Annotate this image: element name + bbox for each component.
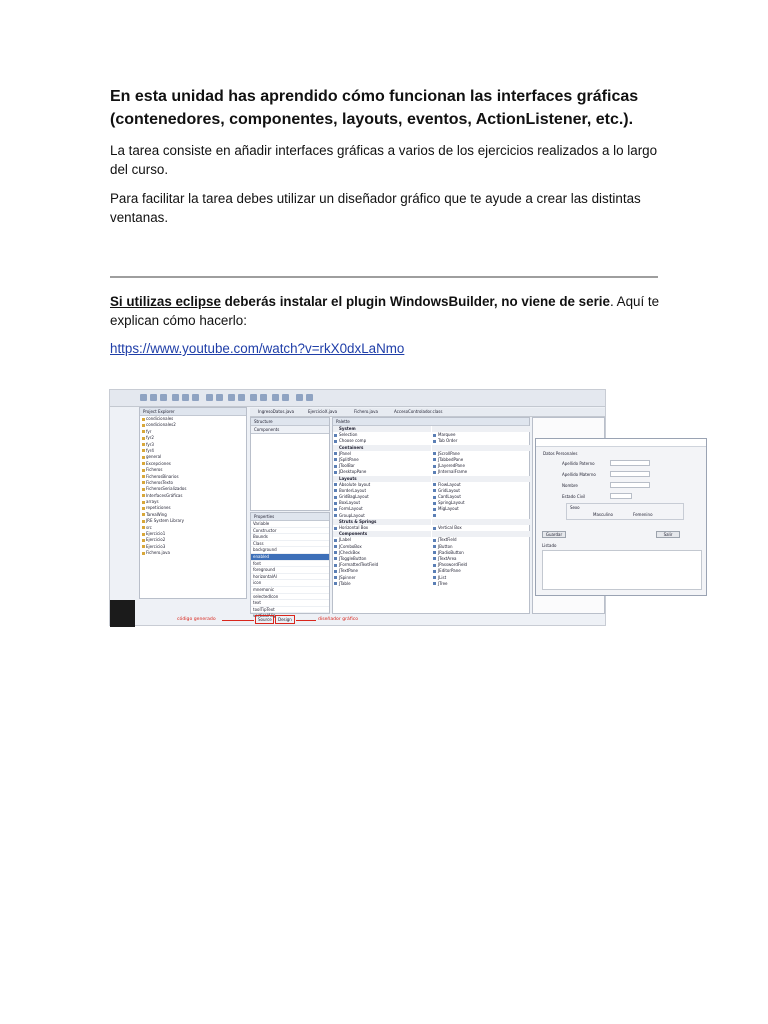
palette-item[interactable]: JList: [432, 575, 530, 581]
palette-item[interactable]: JTextArea: [432, 556, 530, 562]
project-tree-item[interactable]: Ejercicio1: [140, 531, 246, 537]
palette-item[interactable]: JTable: [333, 581, 431, 587]
ide-toolbar: [110, 390, 605, 407]
palette-group[interactable]: Containers: [333, 445, 431, 451]
project-tree: [140, 416, 246, 557]
palette-item[interactable]: JLayeredPane: [432, 463, 530, 469]
project-tree-item[interactable]: Ficheros: [140, 467, 246, 473]
designer-paragraph: Para facilitar la tarea debes utilizar un diseñador gráfico que te ayude a crear las distintas ventanas.: [110, 191, 641, 225]
property-row[interactable]: foreground: [251, 567, 329, 574]
task-paragraph: La tarea consiste en añadir interfaces gráficas a varios de los ejercicios realizados a lo largo del curso.: [110, 143, 658, 177]
palette-item[interactable]: JCheckBox: [333, 550, 431, 556]
project-explorer-title: Project Explorer: [140, 408, 246, 416]
apellido-paterno-field[interactable]: [610, 460, 650, 466]
palette-item[interactable]: JRadioButton: [432, 550, 530, 556]
estado-civil-combo[interactable]: [610, 493, 632, 499]
palette-title: Palette: [333, 418, 529, 426]
project-tree-item[interactable]: Fichero.java: [140, 550, 246, 556]
palette-item[interactable]: JToggleButton: [333, 556, 431, 562]
design-tab[interactable]: Design: [278, 617, 292, 622]
sexo-group: [566, 503, 684, 520]
frame-title-bar: [536, 439, 706, 447]
editor-tab[interactable]: Fichero.java: [354, 409, 378, 414]
property-row[interactable]: mnemonic: [251, 587, 329, 594]
palette-group[interactable]: System: [333, 426, 431, 432]
youtube-link[interactable]: https://www.youtube.com/watch?v=rkX0dxLaNmo: [110, 341, 405, 356]
property-row[interactable]: verticalAlig: [251, 613, 329, 620]
palette-item[interactable]: JLabel: [333, 537, 431, 543]
palette-group[interactable]: Components: [333, 531, 431, 537]
project-tree-item[interactable]: FicherosTexto: [140, 480, 246, 486]
project-tree-item[interactable]: fyr: [140, 429, 246, 435]
listado-area[interactable]: [542, 550, 702, 590]
project-tree-item[interactable]: condicionales2: [140, 422, 246, 428]
palette-item[interactable]: JTree: [432, 581, 530, 587]
page-heading: En esta unidad has aprendido cómo funcionan las interfaces gráficas (contenedores, componentes, layouts, eventos, ActionListener, etc.).: [110, 88, 639, 128]
palette-item[interactable]: JTabbedPane: [432, 457, 530, 463]
palette-item[interactable]: JTextField: [432, 537, 530, 543]
properties-pane: [250, 512, 330, 619]
palette-item[interactable]: SpringLayout: [432, 500, 530, 506]
palette-group[interactable]: Struts & Springs: [333, 519, 431, 525]
nombre-field[interactable]: [610, 482, 650, 488]
property-row[interactable]: enabled: [251, 554, 329, 561]
property-row[interactable]: Bounds: [251, 534, 329, 541]
palette-item[interactable]: Absolute layout: [333, 482, 431, 488]
palette-item[interactable]: JTextPane: [333, 568, 431, 574]
components-title: Components: [251, 426, 329, 434]
codigo-generado-note: código generado: [177, 617, 216, 622]
form-label: Estado Civil: [562, 494, 586, 499]
palette-item[interactable]: JPanel: [333, 451, 431, 457]
properties-rows: [251, 521, 329, 620]
listado-label: Listado: [542, 543, 557, 548]
palette-item[interactable]: FormLayout: [333, 506, 431, 512]
project-tree-item[interactable]: FicherosBinarios: [140, 474, 246, 480]
project-tree-item[interactable]: fyr2: [140, 435, 246, 441]
palette-item[interactable]: JScrollPane: [432, 451, 530, 457]
project-tree-item[interactable]: Ejercicio3: [140, 544, 246, 550]
palette-item[interactable]: GridBagLayout: [333, 494, 431, 500]
dark-corner: [110, 600, 135, 627]
project-tree-item[interactable]: JRE System Library: [140, 518, 246, 524]
project-explorer-pane: [139, 407, 247, 599]
property-row[interactable]: Class: [251, 541, 329, 548]
palette-item[interactable]: Selection: [333, 432, 431, 438]
palette-item[interactable]: JFormattedTextField: [333, 562, 431, 568]
palette-item[interactable]: JSpinner: [333, 575, 431, 581]
designed-frame: [535, 438, 707, 596]
form-label: Sexo: [570, 505, 580, 510]
project-tree-item[interactable]: general: [140, 454, 246, 460]
form-label: Apellido Paterno: [562, 461, 595, 466]
palette-item[interactable]: JEditorPane: [432, 568, 530, 574]
disenador-grafico-note: diseñador gráfico: [318, 617, 359, 622]
property-row[interactable]: Variable: [251, 521, 329, 528]
instructions-text: . Aquí te explican cómo hacerlo:: [110, 294, 660, 328]
project-tree-item[interactable]: Ejercicio2: [140, 537, 246, 543]
structure-title: Structure: [251, 418, 329, 426]
source-tab[interactable]: Source: [258, 617, 272, 622]
palette-item[interactable]: JInternalFrame: [432, 469, 530, 475]
property-row[interactable]: horizontalAl: [251, 574, 329, 581]
palette-item[interactable]: JDesktopPane: [333, 469, 431, 475]
project-tree-item[interactable]: arrays: [140, 499, 246, 505]
palette-item[interactable]: Marquee: [432, 432, 530, 438]
property-row[interactable]: font: [251, 561, 329, 568]
palette-item[interactable]: FlowLayout: [432, 482, 530, 488]
palette-item[interactable]: Vertical Box: [432, 525, 530, 531]
project-tree-item[interactable]: fyr4: [140, 448, 246, 454]
palette-item[interactable]: GroupLayout: [333, 513, 431, 519]
form-label: Nombre: [562, 483, 578, 488]
palette-column-right: [432, 426, 530, 587]
plugin-bold-text: deberás instalar el plugin WindowsBuilder, no viene de serie: [220, 294, 610, 309]
palette-group[interactable]: Layouts: [333, 476, 431, 482]
property-row[interactable]: icon: [251, 580, 329, 587]
editor-tab[interactable]: EjercicioX.java: [308, 409, 338, 414]
property-row[interactable]: selectedIcon: [251, 594, 329, 601]
project-tree-item[interactable]: src: [140, 525, 246, 531]
palette-item[interactable]: Choose comp: [333, 438, 431, 444]
horizontal-divider: [110, 276, 658, 278]
palette-item[interactable]: BoxLayout: [333, 500, 431, 506]
structure-pane: [250, 417, 330, 511]
project-tree-item[interactable]: condicionales: [140, 416, 246, 422]
palette-item[interactable]: JButton: [432, 544, 530, 550]
palette-column-left: [333, 426, 431, 587]
project-tree-item[interactable]: repeticiones: [140, 505, 246, 511]
project-tree-item[interactable]: TareaWing: [140, 512, 246, 518]
palette-item[interactable]: MigLayout: [432, 506, 530, 512]
form-section-title: Datos Personales: [543, 451, 578, 456]
right-arrow: [296, 620, 316, 621]
eclipse-paragraph: [110, 292, 670, 330]
editor-tab-bar: [250, 408, 605, 417]
project-tree-item[interactable]: Excepciones: [140, 461, 246, 467]
property-row[interactable]: Constructor: [251, 528, 329, 535]
form-label: Apellido Materno: [562, 472, 596, 477]
project-tree-item[interactable]: InterfacesGráficas: [140, 493, 246, 499]
eclipse-screenshot: [109, 389, 673, 626]
palette-item[interactable]: JPasswordField: [432, 562, 530, 568]
guardar-button[interactable]: Guardar: [542, 531, 566, 538]
femenino-radio[interactable]: Femenino: [633, 512, 653, 517]
apellido-materno-field[interactable]: [610, 471, 650, 477]
palette-item[interactable]: BorderLayout: [333, 488, 431, 494]
left-arrow: [222, 620, 254, 621]
project-tree-item[interactable]: fyr3: [140, 442, 246, 448]
palette-item[interactable]: Horizontal Box: [333, 525, 431, 531]
palette-item[interactable]: GridLayout: [432, 488, 530, 494]
property-row[interactable]: background: [251, 547, 329, 554]
property-row[interactable]: toolTipText: [251, 607, 329, 614]
property-row[interactable]: text: [251, 600, 329, 607]
palette-item[interactable]: CardLayout: [432, 494, 530, 500]
editor-tab[interactable]: AccesoControlador.class: [394, 409, 443, 414]
palette-item[interactable]: Tab Order: [432, 438, 530, 444]
eclipse-underlined-text: Si utilizas eclipse: [110, 294, 221, 309]
properties-title: Properties: [251, 513, 329, 521]
palette-pane: [332, 417, 530, 614]
project-tree-item[interactable]: FicherosSerializados: [140, 486, 246, 492]
palette-item[interactable]: JToolBar: [333, 463, 431, 469]
palette-item[interactable]: JComboBox: [333, 544, 431, 550]
palette-item[interactable]: JSplitPane: [333, 457, 431, 463]
masculino-radio[interactable]: Masculino: [593, 512, 613, 517]
editor-tab[interactable]: IngresoDatos.java: [258, 409, 295, 414]
salir-button[interactable]: Salir: [656, 531, 680, 538]
